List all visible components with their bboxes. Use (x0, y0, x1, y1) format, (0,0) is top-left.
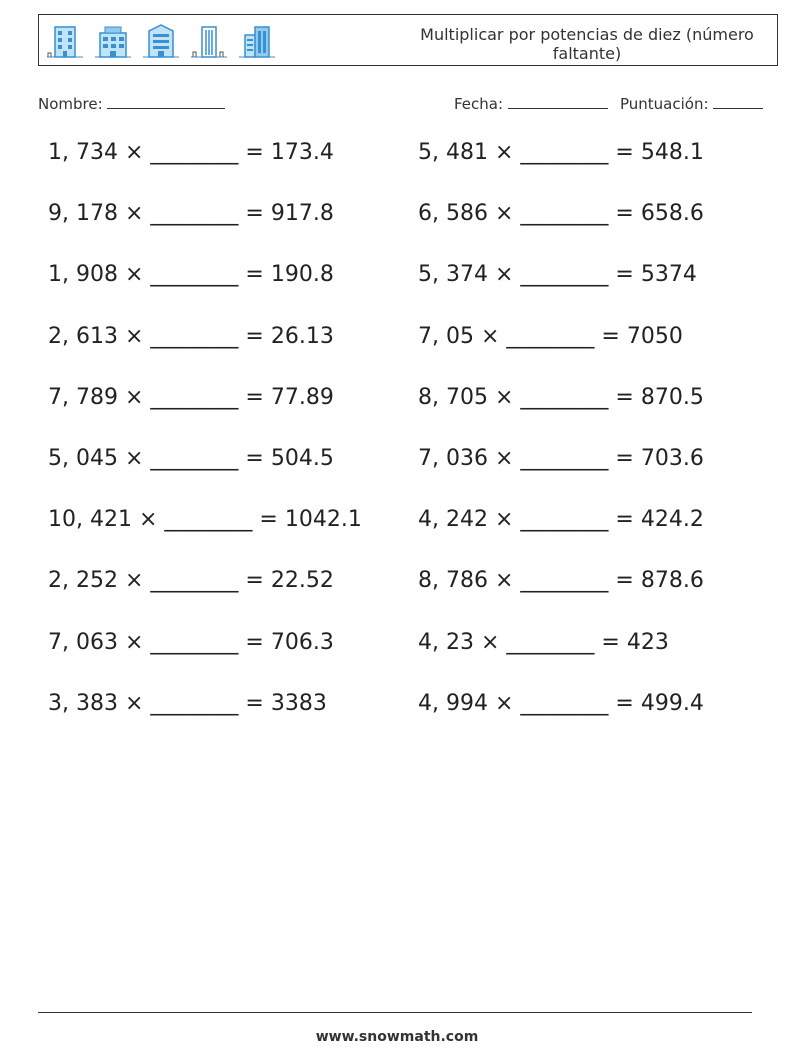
multiply-symbol: × (494, 446, 514, 471)
equals-symbol: = (615, 568, 634, 594)
name-field[interactable] (38, 94, 225, 113)
page-title: Multiplicar por potencias de diez (número faltante) (420, 25, 754, 63)
problem-multiplicand: 6, 586 (418, 201, 488, 227)
answer-blank[interactable]: ________ (520, 507, 609, 533)
multiply-symbol: × (494, 568, 514, 594)
date-label: Fecha: (454, 95, 504, 113)
problem-result: 424.2 (640, 507, 704, 533)
multiply-symbol: × (124, 140, 144, 165)
equals-symbol: = (615, 690, 634, 716)
footer-divider (38, 1012, 752, 1013)
answer-blank[interactable]: ________ (150, 140, 239, 165)
problem-result: 423 (626, 629, 669, 655)
answer-blank[interactable]: ________ (520, 568, 609, 594)
problem-multiplicand: 10, 421 (48, 507, 132, 533)
problem-row (418, 201, 704, 226)
problem-row (48, 630, 334, 655)
equals-symbol: = (245, 446, 264, 471)
answer-blank[interactable]: ________ (506, 629, 595, 655)
equals-symbol: = (245, 140, 264, 165)
header-box (38, 14, 778, 66)
problem-result: 77.89 (270, 384, 334, 410)
equals-symbol: = (615, 446, 634, 471)
problem-row (48, 446, 334, 471)
problem-multiplicand: 5, 045 (48, 446, 118, 471)
equals-symbol: = (245, 690, 264, 716)
problem-row (418, 568, 704, 593)
problem-multiplicand: 5, 374 (418, 262, 488, 288)
problem-multiplicand: 4, 242 (418, 507, 488, 533)
building-icon (189, 21, 229, 61)
answer-blank[interactable]: ________ (150, 568, 239, 594)
date-blank[interactable] (508, 94, 608, 109)
score-blank[interactable] (713, 94, 763, 109)
answer-blank[interactable]: ________ (520, 262, 609, 288)
equals-symbol: = (615, 140, 634, 165)
equals-symbol: = (601, 323, 620, 349)
problem-result: 1042.1 (284, 507, 362, 533)
problem-multiplicand: 2, 613 (48, 323, 118, 349)
problem-result: 5374 (640, 262, 697, 288)
problem-result: 190.8 (270, 262, 334, 288)
answer-blank[interactable]: ________ (506, 323, 595, 349)
problem-row (418, 262, 697, 287)
equals-symbol: = (615, 262, 634, 288)
problem-result: 22.52 (270, 568, 334, 594)
multiply-symbol: × (124, 629, 144, 655)
multiply-symbol: × (124, 568, 144, 594)
answer-blank[interactable]: ________ (150, 446, 239, 471)
problem-result: 548.1 (640, 140, 704, 165)
multiply-symbol: × (124, 446, 144, 471)
problem-result: 917.8 (270, 201, 334, 227)
answer-blank[interactable]: ________ (520, 446, 609, 471)
problem-row (48, 324, 334, 349)
equals-symbol: = (245, 629, 264, 655)
answer-blank[interactable]: ________ (520, 690, 609, 716)
problem-result: 658.6 (640, 201, 704, 227)
footer-url: www.snowmath.com (315, 1029, 479, 1045)
multiply-symbol: × (124, 262, 144, 288)
problem-result: 3383 (270, 690, 327, 716)
answer-blank[interactable]: ________ (520, 384, 609, 410)
multiply-symbol: × (124, 690, 144, 716)
equals-symbol: = (615, 201, 634, 227)
problem-multiplicand: 3, 383 (48, 690, 118, 716)
answer-blank[interactable]: ________ (150, 384, 239, 410)
problem-row (48, 691, 327, 716)
multiply-symbol: × (480, 323, 500, 349)
answer-blank[interactable]: ________ (150, 323, 239, 349)
problem-multiplicand: 2, 252 (48, 568, 118, 594)
problem-multiplicand: 5, 481 (418, 140, 488, 165)
problem-multiplicand: 7, 036 (418, 446, 488, 471)
equals-symbol: = (615, 384, 634, 410)
problem-row (418, 385, 704, 410)
problem-row (418, 140, 704, 165)
problem-row (48, 140, 334, 165)
name-label: Nombre: (38, 95, 103, 113)
problem-row (418, 630, 669, 655)
problem-row (48, 507, 362, 532)
multiply-symbol: × (124, 201, 144, 227)
multiply-symbol: × (138, 507, 158, 533)
score-field[interactable] (620, 94, 763, 113)
problem-multiplicand: 1, 908 (48, 262, 118, 288)
problem-multiplicand: 8, 786 (418, 568, 488, 594)
problem-multiplicand: 7, 063 (48, 629, 118, 655)
problem-row (48, 568, 334, 593)
equals-symbol: = (615, 507, 634, 533)
answer-blank[interactable]: ________ (150, 690, 239, 716)
equals-symbol: = (601, 629, 620, 655)
problem-row (418, 691, 704, 716)
problem-multiplicand: 7, 05 (418, 323, 474, 349)
date-field[interactable] (454, 94, 608, 113)
answer-blank[interactable]: ________ (150, 262, 239, 288)
multiply-symbol: × (124, 323, 144, 349)
problem-row (418, 324, 683, 349)
multiply-symbol: × (494, 140, 514, 165)
problem-row (48, 201, 334, 226)
multiply-symbol: × (480, 629, 500, 655)
building-icon (141, 21, 181, 61)
answer-blank[interactable]: ________ (520, 201, 609, 227)
problem-row (48, 262, 334, 287)
problem-row (48, 385, 334, 410)
multiply-symbol: × (494, 384, 514, 410)
multiply-symbol: × (494, 690, 514, 716)
name-blank[interactable] (107, 94, 225, 109)
equals-symbol: = (245, 568, 264, 594)
problem-result: 504.5 (270, 446, 334, 471)
problem-result: 26.13 (270, 323, 334, 349)
icon-strip (45, 21, 277, 61)
equals-symbol: = (245, 262, 264, 288)
building-icon (93, 21, 133, 61)
problem-multiplicand: 4, 23 (418, 629, 474, 655)
equals-symbol: = (245, 384, 264, 410)
answer-blank[interactable]: ________ (520, 140, 609, 165)
multiply-symbol: × (494, 507, 514, 533)
equals-symbol: = (245, 323, 264, 349)
problem-row (418, 446, 704, 471)
problem-result: 703.6 (640, 446, 704, 471)
problem-result: 706.3 (270, 629, 334, 655)
problem-row (418, 507, 704, 532)
multiply-symbol: × (124, 384, 144, 410)
problem-result: 173.4 (270, 140, 334, 165)
multiply-symbol: × (494, 201, 514, 227)
problem-multiplicand: 1, 734 (48, 140, 118, 165)
problem-result: 870.5 (640, 384, 704, 410)
problem-multiplicand: 7, 789 (48, 384, 118, 410)
equals-symbol: = (245, 201, 264, 227)
problem-result: 878.6 (640, 568, 704, 594)
building-icon (45, 21, 85, 61)
problem-multiplicand: 4, 994 (418, 690, 488, 716)
answer-blank[interactable]: ________ (150, 201, 239, 227)
building-icon (237, 21, 277, 61)
equals-symbol: = (259, 507, 278, 533)
answer-blank[interactable]: ________ (164, 507, 253, 533)
score-label: Puntuación: (620, 95, 709, 113)
problem-multiplicand: 9, 178 (48, 201, 118, 227)
problem-result: 499.4 (640, 690, 704, 716)
problem-result: 7050 (626, 323, 683, 349)
answer-blank[interactable]: ________ (150, 629, 239, 655)
problem-multiplicand: 8, 705 (418, 384, 488, 410)
multiply-symbol: × (494, 262, 514, 288)
